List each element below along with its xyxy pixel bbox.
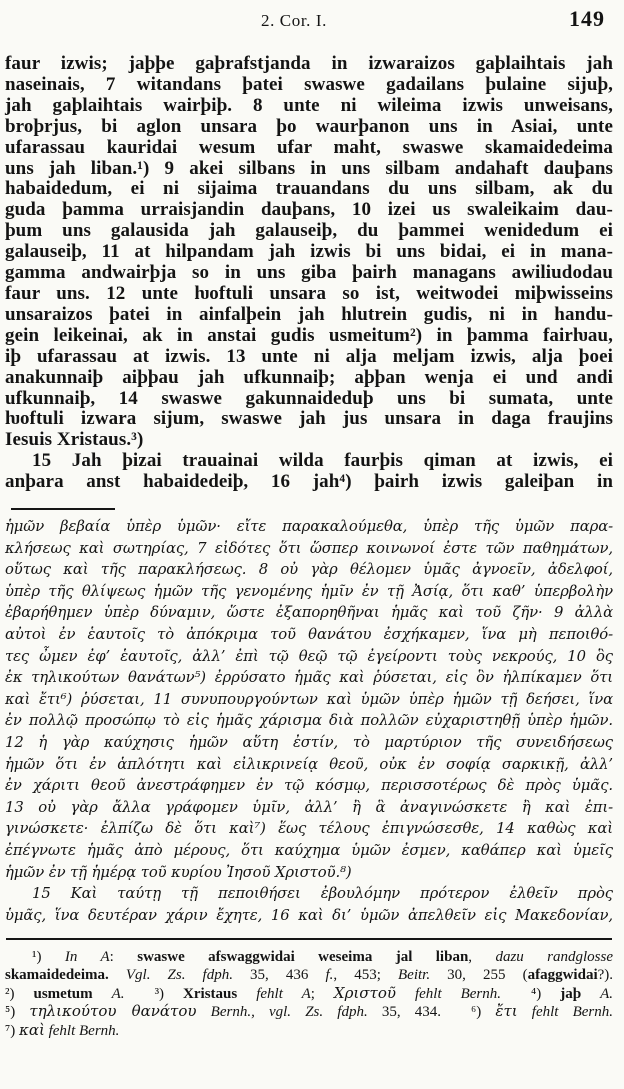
greek-text-line: ἐν πολλῷ προσώπῳ τὸ εἰς ἡμᾶς χάρισμα διὰ πολλῶν εὐχαριστηθῇ ὑπὲρ ἡμῶν. [5, 712, 613, 730]
gothic-text-line: Iesuis Xristaus.³) [5, 429, 144, 451]
gothic-text-line: gamma andwairþja so in uns giba þairh managans awiliudodau [5, 262, 613, 284]
greek-text-line: ἐπέγνωτε ἡμᾶς ἀπὸ μέρους, ὅτι καύχημα ὑμῶν ἐσμεν, καθάπερ καὶ ὑμεῖς [5, 841, 613, 859]
footnote-line: ¹) In A: swaswe afswaggwidai weseima jal liban, dazu randglosse [32, 949, 613, 966]
greek-text-line: κλήσεως καὶ σωτηρίας, 7 εἰδότες ὅτι ὥσπερ κοινωνοί ἐστε τῶν παθημάτων, [5, 539, 613, 557]
greek-text-block [5, 516, 613, 926]
gothic-text-line: naseinais, 7 witandans þatei swaswe gadailans þulaine sijuþ, [5, 73, 613, 95]
gothic-text-line: þum uns galausida jah galauseiþ, du þammei wenidedum ei [5, 220, 613, 242]
footnotes-block [5, 949, 613, 1041]
footnote-line: ⁷) καὶ fehlt Bernh. [5, 1021, 120, 1040]
greek-text-line: ἡμῶν ἐν τῇ ἡμέρᾳ τοῦ κυρίου Ἰησοῦ Χριστοῦ.⁸) [5, 863, 352, 881]
greek-text-line: ὑμᾶς, ἵνα δευτέραν χάριν ἔχητε, 16 καὶ δι’ ὑμῶν ἀπελθεῖν εἰς Μακεδονίαν, [5, 906, 613, 924]
greek-text-line: αὐτοὶ ἐν ἑαυτοῖς τὸ ἀπόκριμα τοῦ θανάτου ἐσχήκαμεν, ἵνα μὴ πεποιθό- [5, 626, 613, 643]
gothic-text-line: ƕoftuli izwara sijum, swaswe jah jus unsara in daga fraujins [5, 408, 613, 430]
footnote-line: skamaidedeima. Vgl. Zs. fdph. 35, 436 f., 453; Beitr. 30, 255 (afaggwidai?). [5, 967, 614, 984]
gothic-text-line: ufarassau kauridai wesum ufar maht, swaswe skamaidedeima [5, 136, 613, 158]
gothic-text-line: 15 Jah þizai trauainai wilda faurþis qiman at izwis, ei [32, 450, 613, 472]
gothic-text-line: gein leikeinai, ak in anstai gudis usmeitum²) in þamma fairƕau, [5, 324, 613, 346]
gothic-text-line: jah gaþlaihtais wairþiþ. 8 unte ni wileima izwis unweisans, [5, 94, 613, 116]
gothic-text-line: ufkunnaiþ, 14 swaswe gakunnaideduþ uns bi sumata, unte [5, 387, 613, 409]
gothic-text-line: anakunnaiþ aiþþau jah ufkunnaiþ; aþþan wenja ei und andi [5, 366, 613, 388]
gothic-text-line: galauseiþ, 11 at hilpandam jah izwis bi uns bidai, ei in mana- [5, 241, 613, 263]
page-number: 149 [569, 6, 605, 31]
gothic-text-line: uns jah liban.¹) 9 akei silbans in uns silbam andahaft dauþans [5, 157, 613, 179]
gothic-text-line: broþrjus, bi aglon unsara þo waurþanon uns in Asiai, unte [5, 115, 613, 137]
gothic-text-line: unsaraizos þatei in ainfalþein jah hlutrein gudis, ni in handu- [5, 303, 613, 325]
page-header [5, 6, 613, 32]
footnote-line: ⁵) τηλικούτου θανάτου Bernh., vgl. Zs. fdph. 35, 434. ⁶) ἔτι fehlt Bernh. [5, 1002, 613, 1021]
footnote-divider [6, 938, 612, 940]
footnote-line: ²) usmetum A. ³) Xristaus fehlt A; Χριστοῦ fehlt Bernh. ⁴) jaþ A. [5, 983, 613, 1002]
running-title: 2. Cor. I. [261, 11, 327, 30]
gothic-text-line: faur izwis; jaþþe gaþrafstjanda in izwaraizos gaþlaihtais jah [5, 53, 613, 74]
greek-text-line: ὑπὲρ τῆς θλίψεως ἡμῶν τῆς γενομένης ἡμῖν ἐν τῇ Ἀσίᾳ, ὅτι καθ’ ὑπερβολὴν [5, 582, 613, 600]
gothic-text-line: iþ ufarassau at izwis. 13 unte ni alja meljam izwis, alja þoei [5, 345, 613, 367]
gothic-text-line: faur uns. 12 unte ƕoftuli unsara so ist, weitwodei miþwisseins [5, 282, 613, 304]
greek-text-line: ἐν χάριτι θεοῦ ἀνεστράφημεν ἐν τῷ κόσμῳ, περισσοτέρως δὲ πρὸς ὑμᾶς. [5, 777, 613, 795]
greek-text-line: ἡμῶν βεβαία ὑπὲρ ὑμῶν· εἴτε παρακαλούμεθα, ὑπὲρ τῆς ὑμῶν παρα- [5, 518, 613, 536]
greek-text-line: 12 ἡ γὰρ καύχησις ἡμῶν αὕτη ἐστίν, τὸ μαρτύριον τῆς συνειδήσεως [5, 733, 613, 751]
greek-text-line: τες ὦμεν ἐφ’ ἑαυτοῖς, ἀλλ’ ἐπὶ τῷ θεῷ τῷ ἐγείροντι τοὺς νεκρούς, 10 ὃς [5, 647, 613, 665]
gothic-text-block [5, 54, 613, 493]
greek-text-line: γινώσκετε· ἐλπίζω δὲ ὅτι καὶ⁷) ἕως τέλους ἐπιγνώσεσθε, 14 καθὼς καὶ [5, 820, 613, 838]
gothic-greek-divider [11, 508, 115, 510]
gothic-text-line: habaidedum, ei ni sijaima trauandans du uns silbam, ak du [5, 178, 613, 200]
greek-text-line: ἐβαρήθημεν ὑπὲρ δύναμιν, ὥστε ἐξαπορηθῆναι ἡμᾶς καὶ τοῦ ζῆν· 9 ἀλλὰ [5, 604, 613, 622]
greek-text-line: 13 οὐ γὰρ ἄλλα γράφομεν ὑμῖν, ἀλλ’ ἢ ἃ ἀναγινώσκετε ἢ καὶ ἐπι- [5, 798, 613, 816]
greek-text-line: ἡμῶν ὅτι ἐν ἁπλότητι καὶ εἰλικρινείᾳ θεοῦ, οὐκ ἐν σοφίᾳ σαρκικῇ, ἀλλ’ [5, 755, 613, 773]
gothic-text-line: anþara anst habaidedeiþ, 16 jah⁴) þairh izwis galeiþan in [5, 471, 613, 493]
greek-text-line: 15 Καὶ ταύτῃ τῇ πεποιθήσει ἐβουλόμην πρότερον ἐλθεῖν πρὸς [32, 885, 613, 903]
greek-text-line: καὶ ἔτι⁶) ῥύσεται, 11 συνυπουργούντων καὶ ὑμῶν ὑπὲρ ἡμῶν τῇ δεήσει, ἵνα [5, 690, 613, 708]
gothic-text-line: guda þamma urraisjandin dauþans, 10 izei us swaleikaim dau- [5, 199, 613, 221]
greek-text-line: οὕτως καὶ τῆς παρακλήσεως. 8 οὐ γὰρ θέλομεν ὑμᾶς ἀγνοεῖν, ἀδελφοί, [5, 561, 613, 579]
greek-text-line: ἐκ τηλικούτων θανάτων⁵) ἐρρύσατο ἡμᾶς καὶ ῥύσεται, εἰς ὃν ἠλπίκαμεν ὅτι [5, 669, 613, 687]
